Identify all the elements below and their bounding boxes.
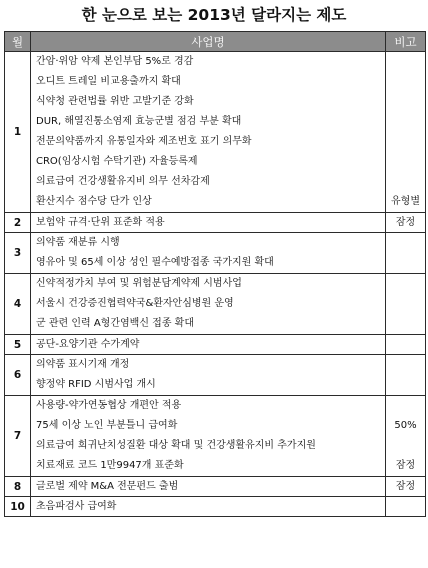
month-cell: 6 bbox=[5, 355, 31, 396]
project-item: 군 관련 인력 A형간염백신 접종 확대 bbox=[36, 318, 194, 329]
project-item: DUR, 해열진통소염제 효능군별 점검 부분 확대 bbox=[36, 116, 242, 127]
header-note: 비고 bbox=[386, 32, 426, 52]
project-item: 향정약 RFID 시범사업 개시 bbox=[36, 379, 156, 390]
month-cell: 1 bbox=[5, 52, 31, 213]
note-cell bbox=[386, 477, 426, 497]
table-row bbox=[5, 213, 426, 233]
project-cell bbox=[31, 213, 386, 233]
project-item: 의료급여 희귀난치성질환 대상 확대 및 건강생활유지비 추가지원 bbox=[36, 440, 316, 451]
note-cell bbox=[386, 213, 426, 233]
note-item bbox=[386, 294, 425, 314]
project-item: 영유아 및 65세 이상 성인 필수예방접종 국가지원 확대 bbox=[36, 257, 274, 268]
project-item: CRO(임상시험 수탁기관) 자율등록제 bbox=[36, 156, 198, 167]
note-item bbox=[386, 233, 425, 253]
project-item: 75세 이상 노인 부분틀니 급여화 bbox=[36, 420, 178, 431]
project-cell bbox=[31, 274, 386, 335]
table-row bbox=[5, 335, 426, 355]
project-item: 오디트 트레일 비교용출까지 확대 bbox=[36, 76, 181, 87]
month-cell: 2 bbox=[5, 213, 31, 233]
table-row bbox=[5, 233, 426, 274]
project-cell bbox=[31, 52, 386, 213]
header-project: 사업명 bbox=[31, 32, 386, 52]
table-row bbox=[5, 274, 426, 335]
project-cell bbox=[31, 396, 386, 477]
month-cell: 7 bbox=[5, 396, 31, 477]
project-item: 식약청 관련법률 위반 고발기준 강화 bbox=[36, 96, 194, 107]
note-item bbox=[386, 355, 425, 375]
project-item: 서울시 건강증진협력약국&환자안심병원 운영 bbox=[36, 298, 234, 309]
note-cell bbox=[386, 355, 426, 396]
note-item bbox=[386, 52, 425, 72]
table-row bbox=[5, 396, 426, 477]
note-cell bbox=[386, 335, 426, 355]
policy-table bbox=[4, 31, 426, 517]
note-item bbox=[386, 335, 425, 354]
note-item bbox=[386, 72, 425, 92]
note-item bbox=[386, 172, 425, 192]
project-cell bbox=[31, 355, 386, 396]
note-cell bbox=[386, 233, 426, 274]
note-item bbox=[386, 436, 425, 456]
project-item: 신약적정가치 부여 및 위험분담계약제 시범사업 bbox=[36, 278, 242, 289]
note-item: 유형별 bbox=[391, 196, 420, 207]
project-cell bbox=[31, 497, 386, 517]
month-cell: 4 bbox=[5, 274, 31, 335]
project-item: 의료급여 건강생활유지비 의무 선차감제 bbox=[36, 176, 210, 187]
project-item: 보험약 규격·단위 표준화 적용 bbox=[36, 217, 165, 228]
note-cell bbox=[386, 497, 426, 517]
project-item: 간암·위암 약제 본인부담 5%로 경감 bbox=[36, 56, 194, 67]
project-item: 초음파검사 급여화 bbox=[36, 501, 117, 512]
project-cell bbox=[31, 335, 386, 355]
project-item: 의약품 재분류 시행 bbox=[36, 237, 120, 248]
project-item: 환산지수 점수당 단가 인상 bbox=[36, 196, 152, 207]
month-cell: 8 bbox=[5, 477, 31, 497]
table-row bbox=[5, 52, 426, 213]
note-item bbox=[386, 112, 425, 132]
project-cell bbox=[31, 233, 386, 274]
note-item: 잠정 bbox=[395, 460, 416, 471]
note-item bbox=[386, 497, 425, 516]
project-item: 사용량-약가연동협상 개편안 적용 bbox=[36, 400, 182, 411]
project-item: 전문의약품까지 유통일자와 제조번호 표기 의무화 bbox=[36, 136, 252, 147]
header-month: 월 bbox=[5, 32, 31, 52]
project-item: 글로벌 제약 M&A 전문펀드 출범 bbox=[36, 481, 179, 492]
note-cell bbox=[386, 274, 426, 335]
table-header-row bbox=[5, 32, 426, 52]
note-item bbox=[386, 152, 425, 172]
note-item bbox=[386, 253, 425, 273]
note-item bbox=[386, 92, 425, 112]
project-cell bbox=[31, 477, 386, 497]
table-row bbox=[5, 477, 426, 497]
note-cell bbox=[386, 396, 426, 477]
note-item: 50% bbox=[394, 420, 417, 431]
project-item: 치료재료 코드 1만9947개 표준화 bbox=[36, 460, 184, 471]
project-item: 공단-요양기관 수가계약 bbox=[36, 339, 140, 350]
note-item bbox=[386, 375, 425, 395]
note-item bbox=[386, 396, 425, 416]
month-cell: 5 bbox=[5, 335, 31, 355]
table-row bbox=[5, 497, 426, 517]
table-body bbox=[5, 52, 426, 517]
note-item: 잠정 bbox=[395, 481, 416, 492]
page-title: 한 눈으로 보는 2013년 달라지는 제도 bbox=[81, 6, 347, 24]
note-item bbox=[386, 132, 425, 152]
month-cell: 10 bbox=[5, 497, 31, 517]
table-row bbox=[5, 355, 426, 396]
project-item: 의약품 표시기재 개정 bbox=[36, 359, 130, 370]
note-cell bbox=[386, 52, 426, 213]
note-item: 잠정 bbox=[395, 217, 416, 228]
month-cell: 3 bbox=[5, 233, 31, 274]
note-item bbox=[386, 314, 425, 334]
note-item bbox=[386, 274, 425, 294]
